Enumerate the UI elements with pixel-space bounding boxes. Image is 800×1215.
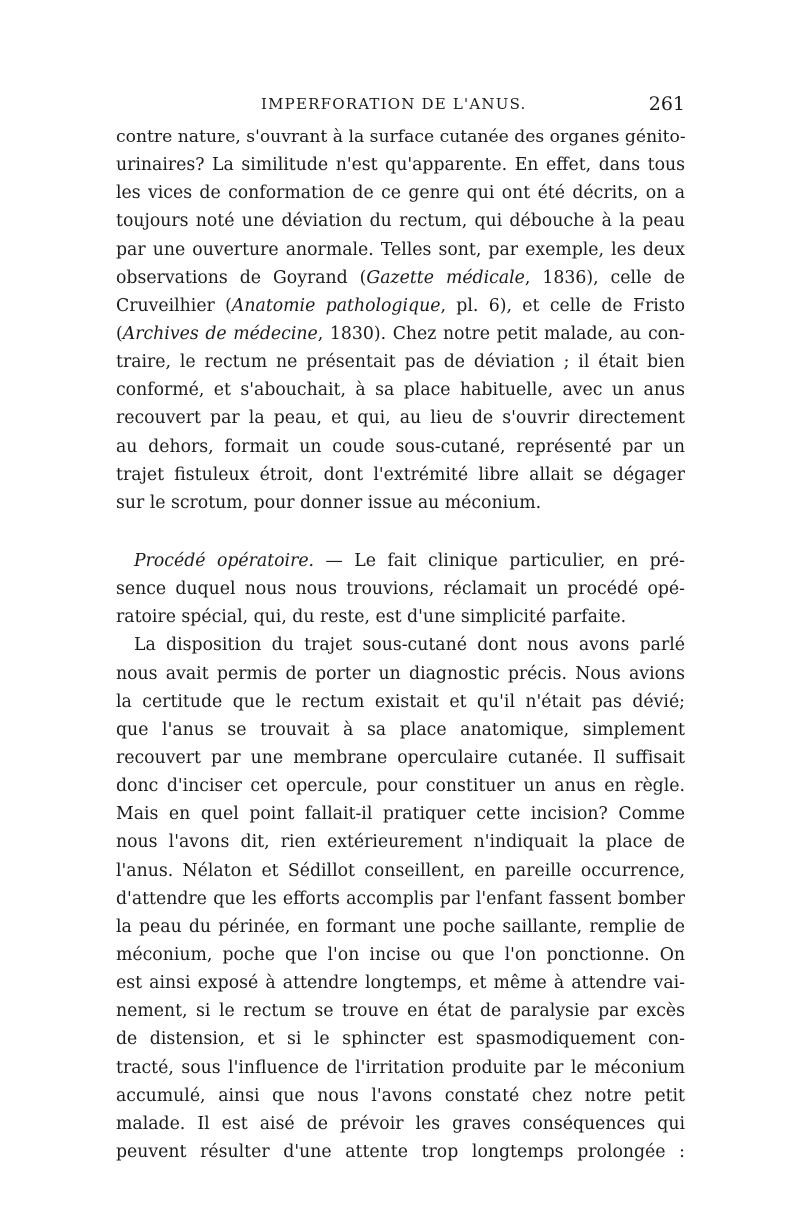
- text-line: méconium, poche que l'on incise ou que l'on ponctionne. On: [116, 944, 685, 965]
- text-line: nous avait permis de porter un diagnostic précis. Nous avions: [116, 663, 685, 684]
- text-line: accumulé, ainsi que nous l'avons constaté chez notre petit: [116, 1085, 685, 1106]
- paragraph-gap: [116, 517, 685, 547]
- text-line: toujours noté une déviation du rectum, qui débouche à la peau: [116, 211, 685, 232]
- text-line: Mais en quel point fallait-il pratiquer cette incision? Comme: [116, 804, 685, 825]
- text-run: Cruveilhier (: [116, 295, 232, 316]
- text-run: — Le fait clinique particulier, en pré-: [314, 550, 685, 571]
- text-line: donc d'inciser cet opercule, pour constituer un anus en règle.: [116, 776, 685, 797]
- paragraph-1: [116, 123, 685, 517]
- text-line: malade. Il est aisé de prévoir les graves conséquences qui: [116, 1113, 685, 1134]
- text-line-citation: [116, 264, 685, 292]
- text-line: contre nature, s'ouvrant à la surface cutanée des organes génito-: [116, 127, 686, 147]
- text-line: l'anus. Nélaton et Sédillot conseillent, en pareille occurrence,: [116, 860, 685, 881]
- text-line: par une ouverture anormale. Telles sont, par exemple, les deux: [116, 239, 685, 260]
- text-line: que l'anus se trouvait à sa place anatomique, simplement: [116, 719, 685, 740]
- text-line: est ainsi exposé à attendre longtemps, et même à attendre vai-: [116, 973, 685, 994]
- text-run: , 1836), celle de: [524, 267, 685, 288]
- journal-title: Gazette médicale: [366, 267, 525, 288]
- book-page: [116, 95, 685, 1166]
- text-run: , pl. 6), et celle de Fristo: [440, 295, 685, 316]
- journal-title: Anatomie pathologique: [231, 295, 441, 316]
- text-line-citation: [116, 292, 685, 320]
- paragraph-3: [116, 631, 685, 1166]
- text-line: peuvent résulter d'une attente trop longtemps prolongée :: [116, 1141, 685, 1162]
- page-number: 261: [648, 93, 685, 115]
- text-line: La disposition du trajet sous-cutané dont nous avons parlé: [134, 635, 685, 656]
- text-run: , 1830). Chez notre petit malade, au con-: [317, 323, 685, 344]
- section-heading: Procédé opératoire.: [134, 550, 315, 571]
- paragraph-2: [116, 547, 685, 631]
- text-line: trajet fistuleux étroit, dont l'extrémité libre allait se dégager: [116, 464, 685, 485]
- text-line: tracté, sous l'influence de l'irritation produite par le méconium: [116, 1057, 685, 1078]
- text-line: ratoire spécial, qui, du reste, est d'une simplicité parfaite.: [116, 607, 627, 628]
- text-line: urinaires? La similitude n'est qu'apparente. En effet, dans tous: [116, 155, 685, 176]
- section-heading-line: [116, 547, 685, 575]
- journal-title: Archives de médecine: [122, 323, 318, 344]
- text-line: d'attendre que les efforts accomplis par l'enfant fassent bomber: [116, 888, 685, 909]
- text-line: recouvert par une membrane operculaire cutanée. Il suffisait: [116, 747, 685, 768]
- text-line: nous l'avons dit, rien extérieurement n'indiquait la place de: [116, 832, 685, 853]
- text-line: au dehors, formait un coude sous-cutané, représenté par un: [116, 436, 685, 457]
- text-line: conformé, et s'abouchait, à sa place habituelle, avec un anus: [116, 380, 685, 401]
- text-line: la certitude que le rectum existait et qu'il n'était pas dévié;: [116, 691, 685, 712]
- text-line: sence duquel nous nous trouvions, réclamait un procédé opé-: [116, 579, 685, 600]
- text-line: les vices de conformation de ce genre qui ont été décrits, on a: [116, 183, 685, 204]
- text-line: nement, si le rectum se trouve en état de paralysie par excès: [116, 1001, 685, 1022]
- text-line: traire, le rectum ne présentait pas de déviation ; il était bien: [116, 352, 685, 373]
- running-title: IMPERFORATION DE L'ANUS.: [261, 95, 527, 113]
- text-run: observations de Goyrand (: [116, 267, 367, 288]
- text-line: la peau du périnée, en formant une poche saillante, remplie de: [116, 916, 685, 937]
- text-line: recouvert par la peau, et qui, au lieu de s'ouvrir directement: [116, 408, 685, 429]
- text-line-citation: [116, 320, 685, 348]
- running-head: [116, 95, 685, 119]
- text-line: de distension, et si le sphincter est spasmodiquement con-: [116, 1029, 685, 1050]
- text-line: sur le scrotum, pour donner issue au méconium.: [116, 492, 542, 513]
- text-run: (: [116, 323, 123, 344]
